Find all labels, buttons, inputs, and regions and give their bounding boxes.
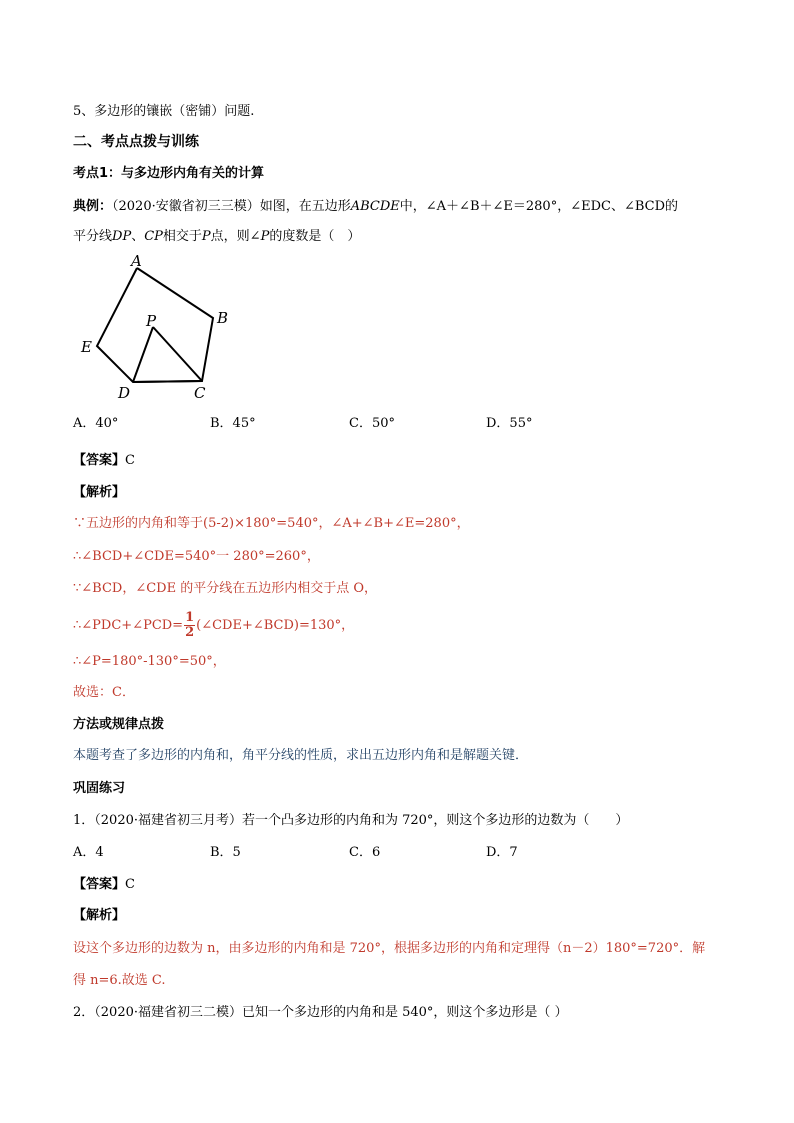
q1-option-b: B．5	[210, 845, 241, 860]
analysis-line-1: ∵五边形的内角和等于(5-2)×180°=540°，∠A+∠B+∠E=280°，	[73, 516, 470, 531]
question-2-text: 2．（2020·福建省初三二模）已知一个多边形的内角和是 540°，则这个多边形是（ ）	[73, 1005, 568, 1020]
analysis-line-2: ∴∠BCD+∠CDE=540°一 280°=260°，	[73, 549, 320, 564]
q1-option-c: C．6	[349, 845, 381, 860]
key-point-1-title: 考点1：与多边形内角有关的计算	[73, 166, 265, 181]
analysis-line-5: ∴∠P=180°-130°=50°，	[73, 654, 226, 669]
vertex-label-d: D	[118, 384, 131, 400]
vertex-label-b: B	[217, 309, 229, 327]
q1-analysis-line-1: 设这个多边形的边数为 n，由多边形的内角和是 720°，根据多边形的内角和定理得（n－2）180°=720°．解	[73, 941, 706, 956]
option-c: C．50°	[349, 416, 395, 431]
question-1-text: 1．（2020·福建省初三月考）若一个凸多边形的内角和为 720°，则这个多边形的边数为（ ）	[73, 813, 629, 828]
q1-option-d: D．7	[486, 845, 518, 860]
q1-analysis-line-2: 得 n=6.故选 C.	[73, 973, 166, 988]
option-a: A．40°	[73, 416, 119, 431]
example-analysis-label: 【解析】	[73, 485, 126, 500]
vertex-label-c: C	[194, 384, 206, 400]
analysis-line-4: ∴∠PDC+∠PCD= $\frac{1}{2}$ (∠CDE+∠BCD)=130°，	[73, 610, 355, 640]
practice-title: 巩固练习	[73, 781, 126, 796]
pentagon-figure	[73, 250, 243, 400]
example-answer: 【答案】C	[73, 453, 135, 468]
vertex-label-e: E	[81, 338, 92, 356]
method-text: 本题考查了多边形的内角和，角平分线的性质，求出五边形内角和是解题关键．	[73, 748, 529, 763]
method-title: 方法或规律点拨	[73, 717, 165, 732]
option-b: B．45°	[210, 416, 256, 431]
example-label: 典例：	[73, 199, 113, 214]
option-d: D．55°	[486, 416, 533, 431]
q1-option-a: A．4	[73, 845, 104, 860]
analysis-line-6: 故选：C．	[73, 685, 135, 700]
q1-analysis-label: 【解析】	[73, 908, 126, 923]
intro-item-5: 5、多边形的镶嵌（密铺）问题.	[73, 104, 255, 119]
example-line-2: 平分线DP、CP相交于P点，则∠P的度数是（ ）	[73, 229, 361, 244]
vertex-label-a: A	[131, 252, 142, 270]
analysis-line-3: ∵∠BCD，∠CDE 的平分线在五边形内相交于点 O，	[73, 581, 378, 596]
section-heading: 二、考点点拨与训练	[73, 134, 199, 150]
example-line-1: 典例：（2020·安徽省初三三模）如图，在五边形ABCDE中，∠A＋∠B＋∠E＝280°，∠EDC、∠BCD的	[73, 199, 679, 214]
fraction-one-half: $\frac{1}{2}$	[185, 610, 195, 640]
vertex-label-p: P	[146, 312, 157, 330]
q1-answer: 【答案】C	[73, 877, 135, 892]
